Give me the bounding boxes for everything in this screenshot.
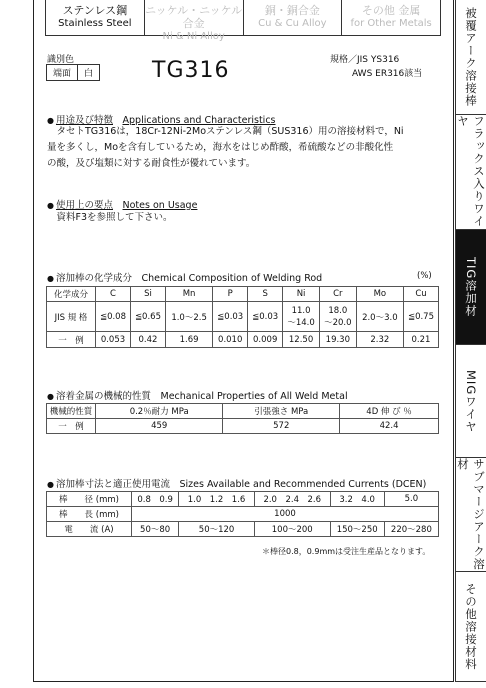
- bullet-icon: ●: [47, 116, 54, 125]
- cell-line: 18.0: [328, 305, 348, 316]
- tab-label-jp: その他 金属: [361, 4, 421, 17]
- id-cell-end: 端面: [53, 69, 72, 79]
- heading-en: Mechanical Properties of All Weld Metal: [160, 391, 348, 402]
- tab-label-jp: 銅・銅合金: [264, 4, 320, 17]
- table-cell: Cu: [403, 287, 438, 302]
- side-tab-covered-electrode[interactable]: [455, 0, 486, 115]
- heading-en: Chemical Composition of Welding Rod: [141, 273, 323, 284]
- side-tab-label: フラックス入りワイヤ: [456, 115, 486, 228]
- table-cell: 電 流 (A): [47, 522, 132, 537]
- side-tab-label: 被覆アーク溶接棒: [464, 7, 478, 107]
- cell-line: ～20.0: [324, 317, 352, 328]
- tab-copper-alloy[interactable]: [244, 0, 343, 36]
- heading-jp: 使用上の要点: [55, 200, 113, 211]
- mech-heading: [47, 388, 348, 402]
- table-row: [47, 507, 439, 522]
- table-cell: 2.0 2.4 2.6: [254, 492, 330, 507]
- tab-label-jp: ニッケル・ニッケル合金: [145, 4, 243, 30]
- table-cell: Mo: [356, 287, 403, 302]
- heading-en: Applications and Characteristics: [122, 115, 276, 126]
- sizes-note: ＊棒径0.8，0.9mmは受注生産品となります。: [262, 547, 431, 556]
- table-cell: 0.009: [248, 332, 283, 348]
- table-cell: JIS 規 格: [47, 302, 96, 332]
- standard-aws: AWS ER316該当: [352, 69, 423, 79]
- table-cell: 1.0 1.2 1.6: [179, 492, 255, 507]
- sizes-table: [46, 491, 439, 537]
- tab-label-en: Cu & Cu Alloy: [258, 18, 327, 29]
- side-tab-label: その他溶接材料: [464, 582, 478, 671]
- chem-heading: [47, 270, 322, 284]
- tab-label-en: Stainless Steel: [58, 18, 132, 29]
- table-cell: 572: [223, 419, 340, 434]
- table-cell: 0.2％耐力 MPa: [96, 404, 223, 419]
- table-cell: Ni: [283, 287, 320, 302]
- table-row: [47, 404, 439, 419]
- bullet-icon: ●: [47, 480, 54, 489]
- side-tab-tig-filler[interactable]: [455, 230, 486, 345]
- bullet-icon: ●: [47, 392, 54, 401]
- cell-line: 11.0: [291, 305, 311, 316]
- table-cell: 1.0～2.5: [165, 302, 212, 332]
- table-cell: P: [213, 287, 248, 302]
- table-cell: 0.8 0.9: [132, 492, 179, 507]
- text-line: 量を多くし，Moを含有しているため，海水をはじめ酢酸，希硫酸などの非酸化性: [47, 142, 394, 153]
- tab-nickel-alloy[interactable]: [145, 0, 244, 42]
- table-cell: 100～200: [254, 522, 330, 537]
- tab-label-en: Ni & Ni Alloy: [162, 31, 225, 42]
- table-cell: 引張強さ MPa: [223, 404, 340, 419]
- table-cell: 機械的性質: [47, 404, 96, 419]
- heading-en: Sizes Available and Recommended Currents (DCEN): [179, 479, 427, 490]
- table-cell: 12.50: [283, 332, 320, 348]
- table-row: [47, 302, 439, 332]
- heading-jp: 用途及び特徴: [55, 115, 113, 126]
- standard-jis: 規格／JIS YS316: [330, 55, 400, 65]
- table-cell: 150～250: [330, 522, 384, 537]
- table-cell: 220～280: [384, 522, 438, 537]
- table-cell: 5.0: [384, 492, 438, 507]
- product-title: TG316: [152, 58, 230, 83]
- table-cell: Mn: [165, 287, 212, 302]
- tab-stainless-steel[interactable]: [45, 0, 145, 36]
- id-cell-color: 白: [77, 65, 99, 80]
- table-cell: ≦0.03: [213, 302, 248, 332]
- table-cell: ≦0.75: [403, 302, 438, 332]
- side-tab-label: MIGワイヤ: [464, 369, 478, 433]
- table-cell: 1.69: [165, 332, 212, 348]
- bullet-icon: ●: [47, 274, 54, 283]
- table-cell: 0.053: [96, 332, 131, 348]
- table-cell: 459: [96, 419, 223, 434]
- table-row: [47, 522, 439, 537]
- sizes-heading: [47, 476, 426, 490]
- tab-label-en: for Other Metals: [350, 18, 432, 29]
- table-cell: 一 例: [47, 419, 96, 434]
- heading-jp: 溶加棒寸法と適正使用電流: [55, 479, 170, 490]
- id-color-label: 識別色: [47, 55, 75, 65]
- table-cell: 3.2 4.0: [330, 492, 384, 507]
- table-row: [47, 419, 439, 434]
- side-tab-label: サブマージアーク溶材: [456, 458, 486, 571]
- chem-table: [46, 286, 439, 348]
- table-cell: 50～80: [132, 522, 179, 537]
- material-tabs: [45, 0, 441, 42]
- table-row: [47, 287, 439, 302]
- cell-line: ～14.0: [287, 317, 315, 328]
- table-cell: 化学成分: [47, 287, 96, 302]
- id-color-box: [46, 64, 100, 81]
- table-cell: 1000: [132, 507, 439, 522]
- table-cell: 一 例: [47, 332, 96, 348]
- chem-unit: (%): [417, 271, 432, 281]
- table-cell: 0.42: [130, 332, 165, 348]
- text-line: の酸，及び塩類に対する耐食性が優れています。: [47, 158, 256, 169]
- applications-text: [47, 124, 442, 172]
- table-cell: 2.32: [356, 332, 403, 348]
- side-tab-submerged-arc[interactable]: [455, 458, 486, 572]
- heading-jp: 溶着金属の機械的性質: [55, 391, 151, 402]
- table-cell: 2.0～3.0: [356, 302, 403, 332]
- table-cell: 棒 径 (mm): [47, 492, 132, 507]
- table-cell: 0.010: [213, 332, 248, 348]
- table-row: [47, 332, 439, 348]
- heading-en: Notes on Usage: [122, 200, 198, 211]
- side-tab-mig-wire[interactable]: [455, 345, 486, 458]
- side-tab-label: TIG溶加材: [464, 257, 478, 317]
- table-cell: 4D 伸 び ％: [340, 404, 439, 419]
- heading-jp: 溶加棒の化学成分: [55, 273, 132, 284]
- table-cell: Si: [130, 287, 165, 302]
- usage-heading: [47, 197, 197, 211]
- table-cell: 19.30: [319, 332, 356, 348]
- table-cell: [283, 302, 320, 332]
- side-tab-other-materials[interactable]: [455, 572, 486, 682]
- table-cell: 42.4: [340, 419, 439, 434]
- table-cell: 0.21: [403, 332, 438, 348]
- text-line: タセトTG316は，18Cr-12Ni-2Moステンレス鋼（SUS316）用の溶接材料で，Ni: [47, 126, 404, 137]
- side-tab-flux-cored-wire[interactable]: [455, 115, 486, 230]
- table-cell: ≦0.03: [248, 302, 283, 332]
- tab-other-metals[interactable]: [342, 0, 441, 36]
- table-cell: 棒 長 (mm): [47, 507, 132, 522]
- table-cell: C: [96, 287, 131, 302]
- bullet-icon: ●: [47, 201, 54, 210]
- usage-text: 資料F3を参照して下さい。: [47, 212, 173, 223]
- table-row: [47, 492, 439, 507]
- table-cell: [319, 302, 356, 332]
- tab-label-jp: ステンレス鋼: [62, 4, 128, 17]
- table-cell: ≦0.08: [96, 302, 131, 332]
- table-cell: ≦0.65: [130, 302, 165, 332]
- table-cell: S: [248, 287, 283, 302]
- mech-table: [46, 403, 439, 434]
- table-cell: Cr: [319, 287, 356, 302]
- table-cell: 50～120: [179, 522, 255, 537]
